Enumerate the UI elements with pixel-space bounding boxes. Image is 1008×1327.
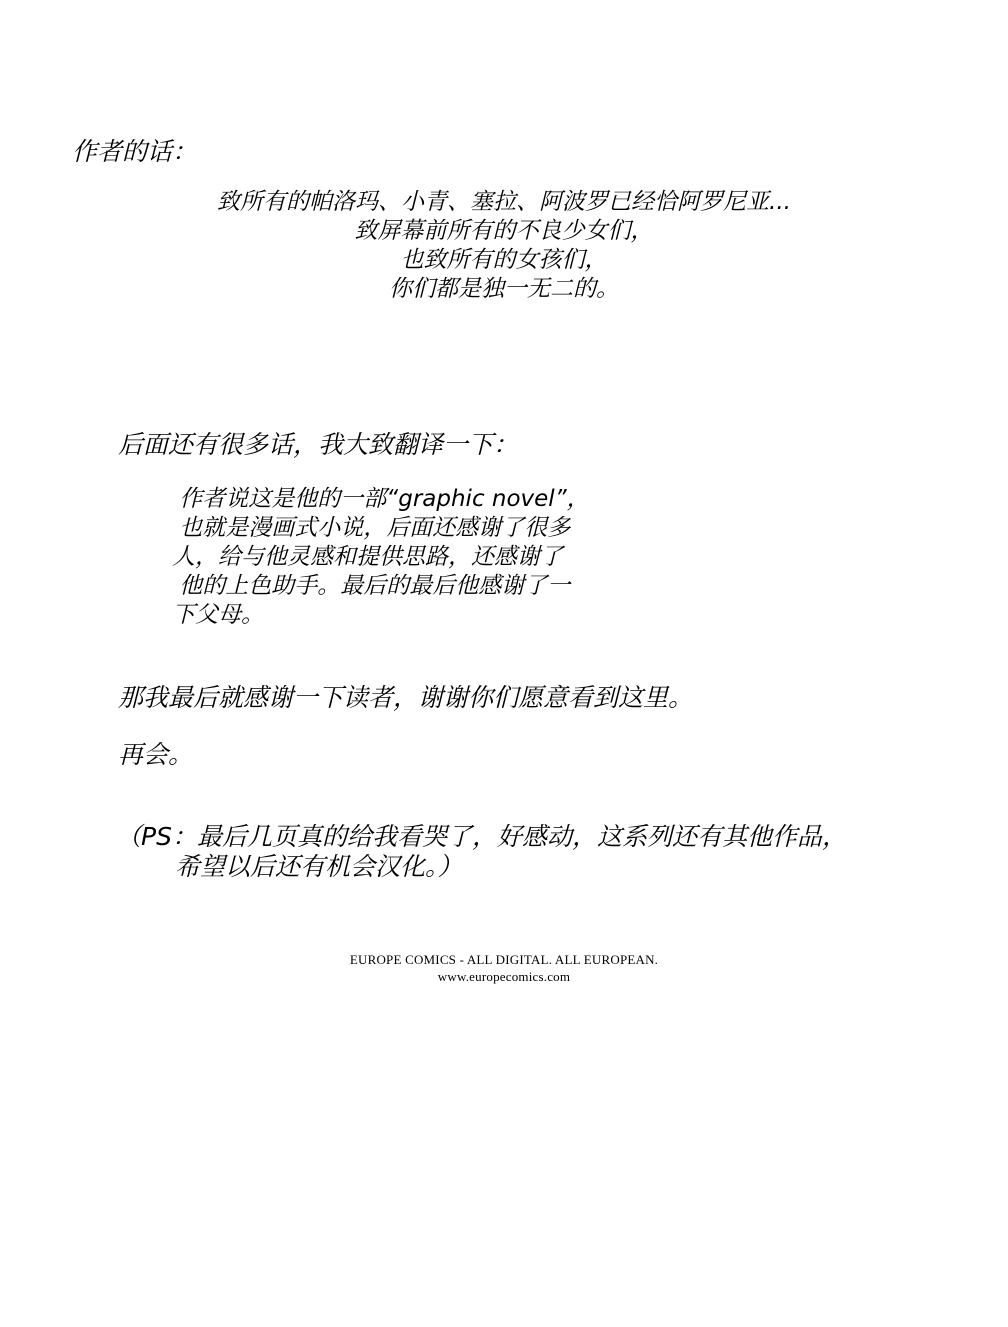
summary-line: 下父母。 bbox=[172, 602, 264, 628]
dedication-block bbox=[0, 188, 1008, 304]
footer-tagline: EUROPE COMICS - ALL DIGITAL. ALL EUROPEAN. bbox=[349, 952, 659, 967]
dedication-line: 你们都是独一无二的。 bbox=[389, 276, 619, 302]
footer-url: www.europecomics.com bbox=[437, 969, 571, 984]
summary-line: 人，给与他灵感和提供思路，还感谢了 bbox=[172, 544, 563, 570]
dedication-line: 致所有的帕洛玛、小青、塞拉、阿波罗已经恰阿罗尼亚... bbox=[217, 189, 791, 215]
goodbye-text: 再会。 bbox=[118, 740, 194, 769]
summary-line: 也就是漫画式小说，后面还感谢了很多 bbox=[172, 515, 571, 541]
translation-summary bbox=[172, 485, 590, 630]
summary-line: 他的上色助手。最后的最后他感谢了一 bbox=[172, 573, 571, 599]
dedication-line: 也致所有的女孩们， bbox=[400, 247, 608, 273]
translator-intro: 后面还有很多话，我大致翻译一下： bbox=[118, 430, 519, 459]
ps-line-1: （PS：最后几页真的给我看哭了，好感动，这系列还有其他作品， bbox=[116, 822, 847, 851]
author-note-heading: 作者的话： bbox=[72, 137, 198, 166]
publisher-footer bbox=[0, 951, 1008, 985]
reader-thanks: 那我最后就感谢一下读者，谢谢你们愿意看到这里。 bbox=[118, 683, 694, 712]
summary-line: 作者说这是他的一部“graphic novel”， bbox=[172, 486, 590, 512]
ps-line-2: 希望以后还有机会汉化。） bbox=[175, 852, 463, 881]
dedication-line: 致屏幕前所有的不良少女们， bbox=[354, 218, 654, 244]
